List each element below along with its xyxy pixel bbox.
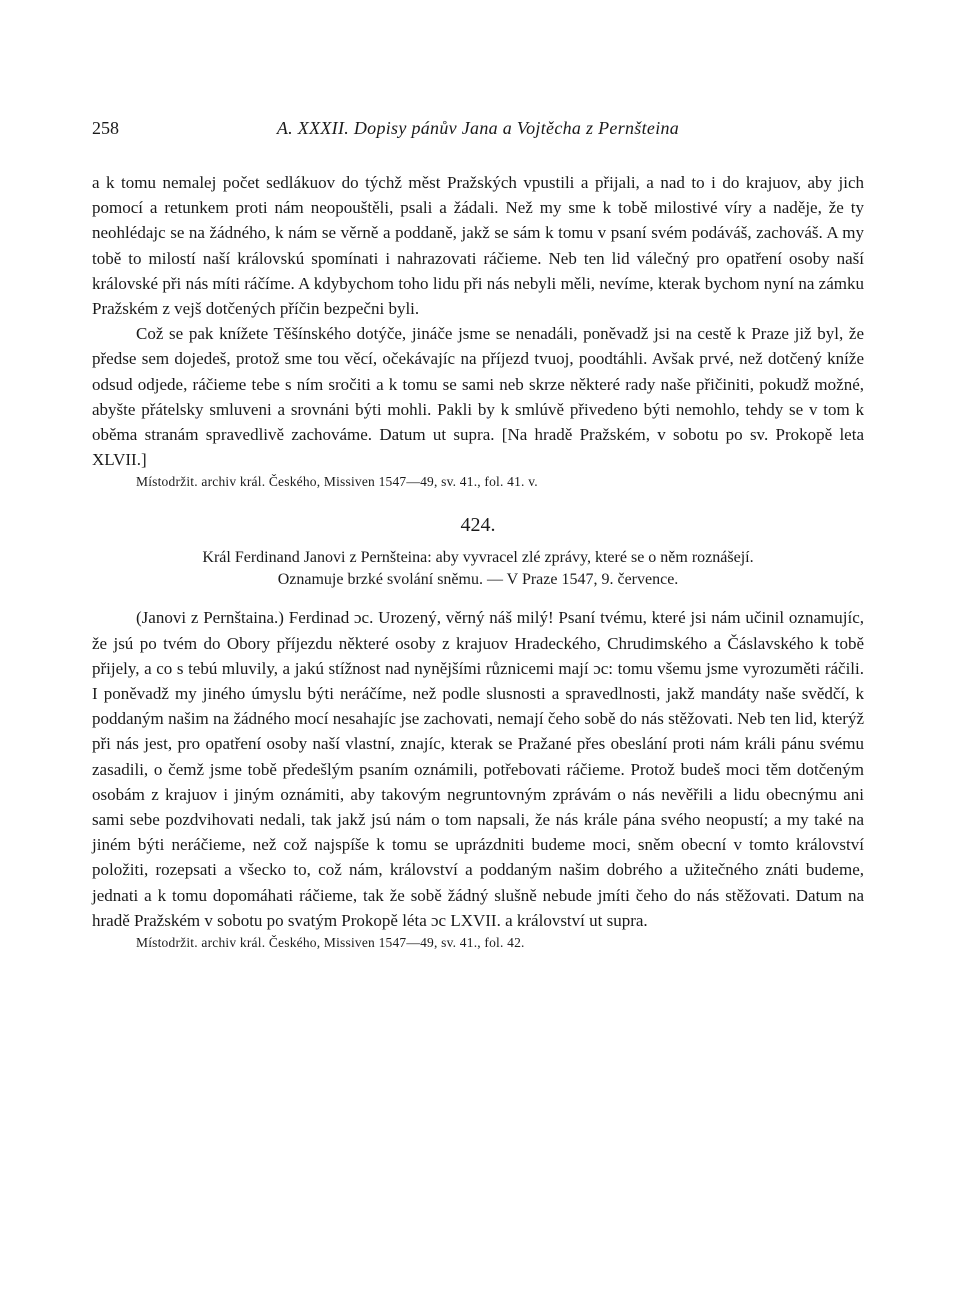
document-text	[92, 605, 864, 933]
continuation-text	[92, 170, 864, 472]
regest-line-2: Oznamuje brzké svolání sněmu. — V Praze 1547, 9. července.	[277, 571, 679, 589]
continuation-paragraph-2: Což se pak knížete Těšínského dotýče, jináče jsme se nenadáli, poněvadž jsi na cestě k Praze již byl, že předse sem dojedeš, protož sme tou věcí, očekávajíc na příjezd tvuoj, poodtáhli. Avšak prvé, než dotčený kníže odsud odjede, ráčieme tebe s ním sročiti a k tomu se sami neb skrze některé rady naše přičiniti, pokudž možné, abyšte přátelsky smluveni a srovnáni býti mohli. Pakli by k smlúvě přivedeno býti nemohlo, tehdy se v tom k oběma stranám spravedlivě zachováme. Datum ut supra. [Na hradě Pražském, v sobotu po sv. Prokopě leta XLVII.]	[92, 324, 864, 470]
document-regest	[92, 547, 864, 591]
header-spacer	[92, 148, 864, 170]
document-number: 424.	[460, 514, 496, 537]
document-paragraph: (Janovi z Pernštaina.) Ferdinad ɔc. Urozený, věrný náš milý! Psaní tvému, které jsi nám učinil oznamujíc, že jsú po tvém do Obory příjezdu některé osoby z krajuov Hradeckého, Chrudimského a Čáslavského k tobě přijely, a co s tebú mluvily, a jakú stížnost nad nynějšími různicemi mají ɔc: tomu všemu jsme vyrozuměti ráčili. I poněvadž my jiného úmyslu býti neráčíme, než podle slusnosti a spravedlnosti, jakž mandáty naše svědčí, k poddaným našim na žádného mocí nesahajíc jse zachovati, nemají čeho sobě do nás stěžovati. Neb ten lid, kterýž při nás jest, pro opatření osoby naší vlastní, znajíc, kterak se Pražané přes obeslání proti nám králi pánu svému zasadili, o čemž jsme tobě předešlým psaním oznámili, potřebovati ráčieme. Protož budeš moci těm dotčeným osobám z krajuov i jiným oznámiti, aby takovým negruntovným zprávám o nás nevěřili a lidu obecnýmu ani sami sebe pozdvihovati nedali, tak jakž jsú nám o tom napsali, že nás krále pána svého neopustí; a my také na jiném býti neráčieme, než což najspíše k tomu se uprázdniti budeme moci, sněm obecní v tomto království položiti, rozepsati a všecko to, což nám, království a poddaným našim dobrého a užitečného znáti budeme, jednati a k tomu dopomáhati ráčieme, tak že sobě žádný slušně nebude jmíti čeho do nás stěžovati. Datum na hradě Pražském v sobotu po svatým Prokopě léta ɔc LXVII. a království ut supra.	[92, 608, 864, 930]
regest-line-1: Král Ferdinand Janovi z Pernšteina: aby vyvracel zlé zprávy, které se o něm roznášejí.	[202, 549, 754, 567]
page-number: 258	[92, 118, 119, 138]
continuation-paragraph-1: a k tomu nemalej počet sedlákuov do týchž měst Pražských vpustili a přijali, a nad to i do krajuov, aby jich pomocí a retunkem proti nám neopouštěli, psali a žádali. Než my sme k tobě milostivé víry a naděje, že ty neohlédajc se na žádného, k nám se věrně a poddaně, jakž se sám k tomu v psaní svém podáváš, zachováš. A my tobě to milostí naší královskú spomínati i nahrazovati ráčieme. Neb ten lid válečný pro opatření osoby naší královské při nás míti ráčíme. A kdybychom toho lidu při nás nebyli měli, nevíme, kterak bychom nyní na zámku Pražském z vejš dotčených příčin bezpečni byli.	[92, 173, 864, 319]
running-title: A. XXXII. Dopisy pánův Jana a Vojtěcha z Pernšteina	[276, 118, 680, 138]
document-page	[92, 118, 864, 953]
source-note-424: Místodržit. archiv král. Českého, Missiven 1547—49, sv. 41., fol. 42.	[136, 935, 525, 951]
source-note-423: Místodržit. archiv král. Českého, Missiven 1547—49, sv. 41., fol. 41. v.	[136, 474, 538, 490]
running-head	[92, 118, 864, 148]
